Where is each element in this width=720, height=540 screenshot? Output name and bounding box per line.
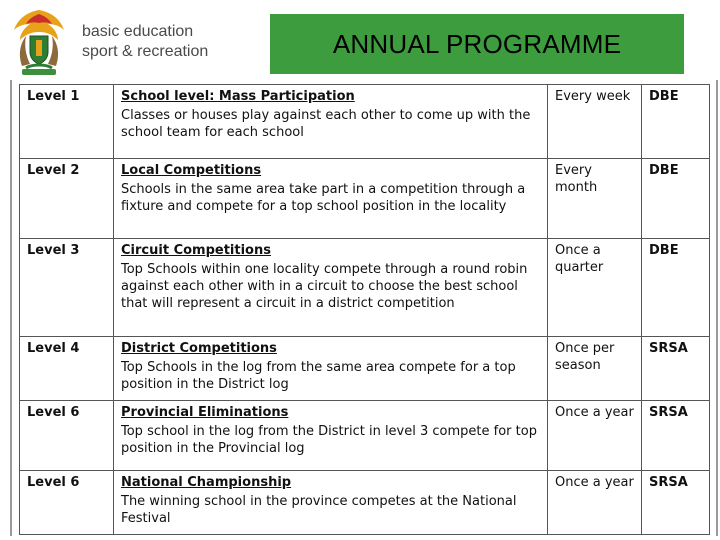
activity-description: Top Schools in the log from the same area compete for a top position in the District log bbox=[121, 360, 516, 392]
header bbox=[0, 0, 720, 84]
left-rule bbox=[10, 80, 12, 536]
table-row bbox=[20, 401, 710, 471]
frequency-cell: Once a quarter bbox=[548, 239, 642, 337]
activity-cell bbox=[114, 337, 548, 401]
table-row bbox=[20, 471, 710, 535]
frequency-cell: Once a year bbox=[548, 401, 642, 471]
activity-title: Circuit Competitions bbox=[121, 243, 271, 258]
right-rule bbox=[716, 80, 718, 536]
level-cell: Level 6 bbox=[20, 401, 114, 471]
frequency-cell: Every month bbox=[548, 159, 642, 239]
department-line-2: sport & recreation bbox=[82, 43, 209, 60]
coat-of-arms-icon bbox=[8, 6, 70, 78]
frequency-cell: Once a year bbox=[548, 471, 642, 535]
level-cell: Level 6 bbox=[20, 471, 114, 535]
frequency-cell: Every week bbox=[548, 85, 642, 159]
activity-description: Top Schools within one locality compete through a round robin against each other with in a circuit to choose the best school that will represent a circuit in a district competition bbox=[121, 262, 528, 311]
page-title: ANNUAL PROGRAMME bbox=[332, 28, 622, 59]
activity-title: School level: Mass Participation bbox=[121, 89, 355, 104]
organisation-cell: DBE bbox=[642, 239, 710, 337]
activity-description: Classes or houses play against each other to come up with the school team for each school bbox=[121, 108, 531, 140]
activity-title: District Competitions bbox=[121, 341, 277, 356]
activity-title: Local Competitions bbox=[121, 163, 262, 178]
department-name bbox=[82, 22, 208, 62]
activity-cell bbox=[114, 401, 548, 471]
level-cell: Level 1 bbox=[20, 85, 114, 159]
level-cell: Level 2 bbox=[20, 159, 114, 239]
organisation-cell: DBE bbox=[642, 85, 710, 159]
table-row bbox=[20, 159, 710, 239]
organisation-cell: SRSA bbox=[642, 401, 710, 471]
programme-table bbox=[19, 84, 710, 535]
level-cell: Level 3 bbox=[20, 239, 114, 337]
table-row bbox=[20, 239, 710, 337]
activity-cell bbox=[114, 159, 548, 239]
activity-cell bbox=[114, 239, 548, 337]
activity-cell bbox=[114, 471, 548, 535]
title-banner bbox=[270, 14, 684, 74]
frequency-cell: Once per season bbox=[548, 337, 642, 401]
organisation-cell: DBE bbox=[642, 159, 710, 239]
activity-description: The winning school in the province competes at the National Festival bbox=[121, 494, 517, 526]
table-row bbox=[20, 85, 710, 159]
level-cell: Level 4 bbox=[20, 337, 114, 401]
activity-title: National Championship bbox=[121, 475, 292, 490]
activity-description: Top school in the log from the District in level 3 compete for top position in the Provincial log bbox=[121, 424, 537, 456]
activity-cell bbox=[114, 85, 548, 159]
table-row bbox=[20, 337, 710, 401]
activity-description: Schools in the same area take part in a competition through a fixture and compete for a top school position in the locality bbox=[121, 182, 526, 214]
activity-title: Provincial Eliminations bbox=[121, 405, 289, 420]
organisation-cell: SRSA bbox=[642, 337, 710, 401]
department-line-1: basic education bbox=[82, 23, 194, 40]
organisation-cell: SRSA bbox=[642, 471, 710, 535]
